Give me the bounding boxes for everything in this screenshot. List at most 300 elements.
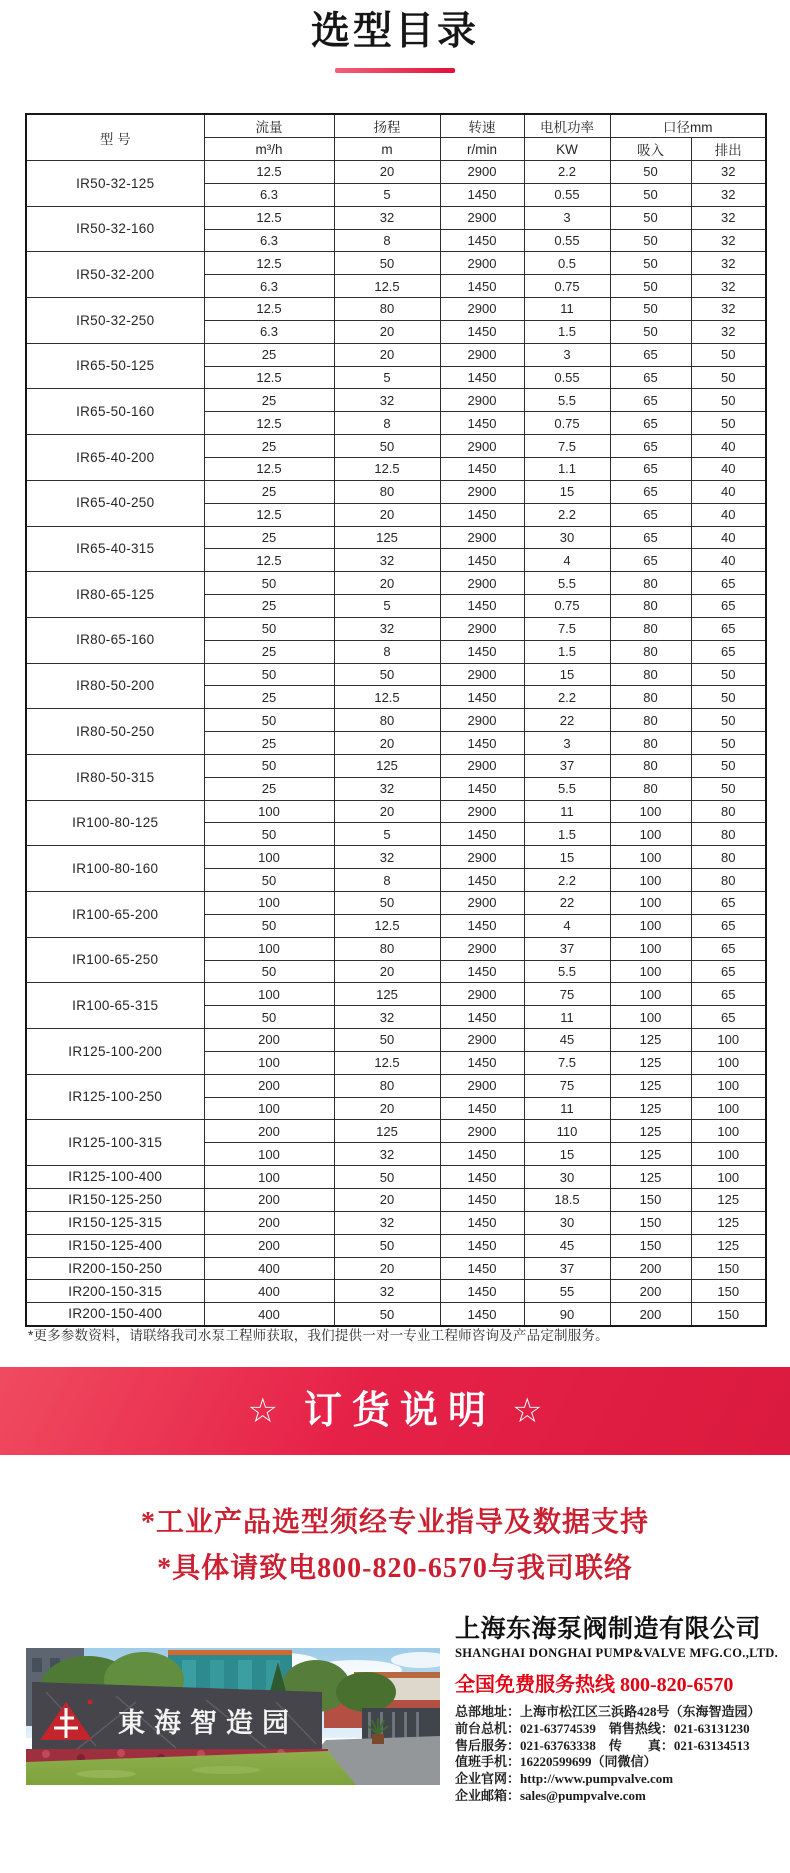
value-cell: 80 [334, 709, 440, 732]
col-header-diameter: 口径mm [610, 114, 766, 138]
model-cell: IR100-80-160 [26, 846, 204, 892]
value-cell: 80 [610, 686, 691, 709]
value-cell: 6.3 [204, 320, 334, 343]
value-cell: 2900 [440, 709, 524, 732]
value-cell: 0.55 [524, 366, 610, 389]
value-cell: 125 [691, 1211, 766, 1234]
model-cell: IR125-100-200 [26, 1029, 204, 1075]
contact-line-address: 总部地址：上海市松江区三浜路428号（东海智造园） [455, 1704, 761, 1719]
value-cell: 100 [610, 914, 691, 937]
value-cell: 20 [334, 800, 440, 823]
value-cell: 200 [204, 1211, 334, 1234]
value-cell: 125 [610, 1143, 691, 1166]
value-cell: 1450 [440, 1188, 524, 1211]
value-cell: 32 [691, 320, 766, 343]
value-cell: 200 [610, 1303, 691, 1326]
value-cell: 12.5 [204, 366, 334, 389]
model-cell: IR65-50-160 [26, 389, 204, 435]
value-cell: 2900 [440, 754, 524, 777]
value-cell: 125 [610, 1166, 691, 1189]
value-cell: 2.2 [524, 869, 610, 892]
value-cell: 50 [204, 1006, 334, 1029]
notice-line: *工业产品选型须经专业指导及数据支持 [140, 1507, 649, 1538]
value-cell: 125 [334, 983, 440, 1006]
value-cell: 1450 [440, 640, 524, 663]
value-cell: 80 [334, 480, 440, 503]
company-photo [26, 1648, 440, 1785]
model-cell: IR50-32-160 [26, 206, 204, 252]
value-cell: 65 [610, 480, 691, 503]
table-row [26, 983, 766, 1006]
table-row [26, 206, 766, 229]
model-cell: IR125-100-400 [26, 1166, 204, 1189]
value-cell: 50 [334, 892, 440, 915]
value-cell: 1450 [440, 320, 524, 343]
value-cell: 200 [204, 1120, 334, 1143]
value-cell: 32 [334, 777, 440, 800]
value-cell: 15 [524, 846, 610, 869]
value-cell: 50 [610, 183, 691, 206]
value-cell: 100 [610, 869, 691, 892]
value-cell: 1450 [440, 366, 524, 389]
value-cell: 80 [610, 617, 691, 640]
value-cell: 65 [610, 343, 691, 366]
value-cell: 2900 [440, 161, 524, 184]
value-cell: 32 [334, 206, 440, 229]
table-row [26, 1188, 766, 1211]
value-cell: 125 [691, 1234, 766, 1257]
value-cell: 2900 [440, 937, 524, 960]
model-cell: IR80-65-125 [26, 572, 204, 618]
value-cell: 400 [204, 1257, 334, 1280]
value-cell: 50 [691, 777, 766, 800]
value-cell: 12.5 [204, 457, 334, 480]
value-cell: 65 [610, 412, 691, 435]
value-cell: 200 [610, 1257, 691, 1280]
value-cell: 2.2 [524, 686, 610, 709]
value-cell: 5.5 [524, 777, 610, 800]
table-row [26, 1074, 766, 1097]
value-cell: 8 [334, 640, 440, 663]
model-cell: IR80-50-315 [26, 754, 204, 800]
value-cell: 50 [334, 252, 440, 275]
model-cell: IR50-32-200 [26, 252, 204, 298]
contact-line-after-sales: 售后服务：021-63763338 传 真：021-63134513 [455, 1737, 750, 1753]
table-row [26, 389, 766, 412]
table-row [26, 800, 766, 823]
value-cell: 1450 [440, 1211, 524, 1234]
value-cell: 45 [524, 1234, 610, 1257]
value-cell: 80 [691, 869, 766, 892]
value-cell: 50 [691, 663, 766, 686]
value-cell: 50 [610, 229, 691, 252]
value-cell: 30 [524, 526, 610, 549]
value-cell: 2900 [440, 983, 524, 1006]
value-cell: 12.5 [334, 1051, 440, 1074]
value-cell: 150 [610, 1234, 691, 1257]
value-cell: 0.75 [524, 412, 610, 435]
value-cell: 25 [204, 595, 334, 618]
value-cell: 40 [691, 526, 766, 549]
model-cell: IR100-80-125 [26, 800, 204, 846]
unit-power: KW [524, 138, 610, 161]
value-cell: 32 [334, 389, 440, 412]
value-cell: 2900 [440, 343, 524, 366]
unit-speed: r/min [440, 138, 524, 161]
value-cell: 50 [204, 754, 334, 777]
company-name-cn: 上海东海泵阀制造有限公司 [455, 1615, 762, 1643]
value-cell: 1450 [440, 823, 524, 846]
value-cell: 65 [610, 435, 691, 458]
value-cell: 2900 [440, 526, 524, 549]
value-cell: 37 [524, 1257, 610, 1280]
model-cell: IR200-150-250 [26, 1257, 204, 1280]
value-cell: 50 [691, 732, 766, 755]
value-cell: 25 [204, 435, 334, 458]
value-cell: 2900 [440, 298, 524, 321]
value-cell: 80 [610, 732, 691, 755]
table-row [26, 617, 766, 640]
table-row [26, 1029, 766, 1052]
value-cell: 50 [610, 161, 691, 184]
value-cell: 0.55 [524, 229, 610, 252]
value-cell: 12.5 [334, 686, 440, 709]
value-cell: 80 [691, 846, 766, 869]
value-cell: 125 [334, 526, 440, 549]
model-cell: IR150-125-315 [26, 1211, 204, 1234]
value-cell: 125 [334, 1120, 440, 1143]
value-cell: 1450 [440, 732, 524, 755]
value-cell: 100 [691, 1166, 766, 1189]
value-cell: 400 [204, 1303, 334, 1326]
value-cell: 32 [691, 252, 766, 275]
value-cell: 65 [610, 503, 691, 526]
table-row [26, 1234, 766, 1257]
value-cell: 12.5 [204, 298, 334, 321]
value-cell: 32 [334, 1280, 440, 1303]
page-title: 选型目录 [310, 10, 479, 53]
value-cell: 1450 [440, 686, 524, 709]
contact-line-email: 企业邮箱：sales@pumpvalve.com [455, 1787, 646, 1803]
model-cell: IR150-125-400 [26, 1234, 204, 1257]
col-header-discharge: 排出 [691, 138, 766, 161]
value-cell: 65 [691, 572, 766, 595]
model-cell: IR80-50-250 [26, 709, 204, 755]
value-cell: 12.5 [334, 914, 440, 937]
model-cell: IR50-32-250 [26, 298, 204, 344]
value-cell: 65 [691, 892, 766, 915]
table-row [26, 1166, 766, 1189]
value-cell: 1450 [440, 1143, 524, 1166]
table-row [26, 435, 766, 458]
value-cell: 50 [610, 252, 691, 275]
value-cell: 12.5 [334, 457, 440, 480]
col-header-power: 电机功率 [524, 114, 610, 138]
value-cell: 1450 [440, 549, 524, 572]
value-cell: 2900 [440, 892, 524, 915]
value-cell: 15 [524, 663, 610, 686]
value-cell: 1450 [440, 1303, 524, 1326]
table-row [26, 892, 766, 915]
value-cell: 20 [334, 320, 440, 343]
contact-line-duty-phone: 值班手机：16220599699（同微信） [455, 1754, 657, 1770]
value-cell: 80 [610, 572, 691, 595]
value-cell: 12.5 [204, 549, 334, 572]
value-cell: 0.75 [524, 595, 610, 618]
value-cell: 1450 [440, 1280, 524, 1303]
value-cell: 90 [524, 1303, 610, 1326]
value-cell: 50 [691, 343, 766, 366]
value-cell: 12.5 [204, 252, 334, 275]
model-cell: IR150-125-250 [26, 1188, 204, 1211]
value-cell: 12.5 [204, 206, 334, 229]
value-cell: 50 [204, 914, 334, 937]
value-cell: 100 [691, 1120, 766, 1143]
star-icon: ☆ [247, 1392, 278, 1430]
value-cell: 6.3 [204, 275, 334, 298]
value-cell: 20 [334, 732, 440, 755]
value-cell: 11 [524, 298, 610, 321]
value-cell: 0.55 [524, 183, 610, 206]
value-cell: 25 [204, 526, 334, 549]
value-cell: 32 [334, 846, 440, 869]
col-header-speed: 转速 [440, 114, 524, 138]
order-info-banner [0, 1367, 790, 1455]
value-cell: 1.5 [524, 320, 610, 343]
value-cell: 50 [204, 617, 334, 640]
value-cell: 6.3 [204, 183, 334, 206]
value-cell: 50 [204, 869, 334, 892]
value-cell: 100 [204, 1143, 334, 1166]
contact-list [455, 1704, 785, 1805]
value-cell: 150 [691, 1257, 766, 1280]
value-cell: 1450 [440, 457, 524, 480]
table-row [26, 526, 766, 549]
value-cell: 6.3 [204, 229, 334, 252]
col-header-suction: 吸入 [610, 138, 691, 161]
unit-flow: m³/h [204, 138, 334, 161]
value-cell: 50 [691, 754, 766, 777]
value-cell: 100 [204, 1097, 334, 1120]
value-cell: 7.5 [524, 617, 610, 640]
value-cell: 20 [334, 503, 440, 526]
value-cell: 1450 [440, 1166, 524, 1189]
value-cell: 100 [204, 846, 334, 869]
value-cell: 65 [691, 937, 766, 960]
value-cell: 15 [524, 1143, 610, 1166]
value-cell: 40 [691, 503, 766, 526]
table-row [26, 663, 766, 686]
value-cell: 125 [610, 1097, 691, 1120]
table-row [26, 572, 766, 595]
value-cell: 20 [334, 960, 440, 983]
value-cell: 80 [610, 595, 691, 618]
value-cell: 32 [691, 229, 766, 252]
value-cell: 1.1 [524, 457, 610, 480]
value-cell: 11 [524, 800, 610, 823]
col-header-model: 型 号 [26, 114, 204, 161]
model-cell: IR50-32-125 [26, 161, 204, 207]
value-cell: 3 [524, 732, 610, 755]
value-cell: 50 [610, 298, 691, 321]
model-cell: IR65-40-315 [26, 526, 204, 572]
value-cell: 125 [610, 1051, 691, 1074]
company-info [455, 1615, 785, 1805]
value-cell: 100 [691, 1074, 766, 1097]
value-cell: 22 [524, 709, 610, 732]
value-cell: 50 [610, 275, 691, 298]
value-cell: 8 [334, 412, 440, 435]
value-cell: 50 [691, 412, 766, 435]
value-cell: 150 [691, 1303, 766, 1326]
value-cell: 80 [691, 800, 766, 823]
table-row [26, 298, 766, 321]
notice-line: *具体请致电800-820-6570与我司联络 [157, 1553, 633, 1584]
table-row [26, 1280, 766, 1303]
value-cell: 32 [334, 617, 440, 640]
value-cell: 80 [610, 777, 691, 800]
value-cell: 50 [204, 572, 334, 595]
value-cell: 100 [204, 892, 334, 915]
value-cell: 100 [610, 800, 691, 823]
value-cell: 50 [204, 709, 334, 732]
value-cell: 1450 [440, 777, 524, 800]
value-cell: 3 [524, 343, 610, 366]
table-row [26, 1120, 766, 1143]
model-cell: IR125-100-315 [26, 1120, 204, 1166]
value-cell: 2.2 [524, 161, 610, 184]
value-cell: 65 [610, 389, 691, 412]
value-cell: 100 [610, 823, 691, 846]
value-cell: 2900 [440, 252, 524, 275]
value-cell: 32 [334, 1006, 440, 1029]
table-row [26, 846, 766, 869]
value-cell: 25 [204, 343, 334, 366]
value-cell: 1450 [440, 595, 524, 618]
factory-photo-illustration [26, 1648, 440, 1785]
value-cell: 0.75 [524, 275, 610, 298]
value-cell: 32 [334, 549, 440, 572]
table-row [26, 480, 766, 503]
table-row [26, 252, 766, 275]
value-cell: 100 [610, 937, 691, 960]
value-cell: 3 [524, 206, 610, 229]
value-cell: 7.5 [524, 435, 610, 458]
value-cell: 2900 [440, 663, 524, 686]
value-cell: 20 [334, 161, 440, 184]
notices [0, 1500, 790, 1592]
model-cell: IR80-50-200 [26, 663, 204, 709]
value-cell: 65 [610, 366, 691, 389]
value-cell: 100 [691, 1097, 766, 1120]
value-cell: 50 [334, 1166, 440, 1189]
value-cell: 100 [610, 846, 691, 869]
value-cell: 65 [691, 617, 766, 640]
value-cell: 2900 [440, 800, 524, 823]
hotline: 全国免费服务热线 800-820-6570 [455, 1674, 734, 1696]
value-cell: 2900 [440, 1074, 524, 1097]
value-cell: 32 [691, 298, 766, 321]
value-cell: 5 [334, 183, 440, 206]
model-cell: IR125-100-250 [26, 1074, 204, 1120]
value-cell: 100 [204, 983, 334, 1006]
value-cell: 32 [334, 1211, 440, 1234]
value-cell: 5.5 [524, 389, 610, 412]
value-cell: 32 [691, 183, 766, 206]
value-cell: 55 [524, 1280, 610, 1303]
value-cell: 2900 [440, 617, 524, 640]
value-cell: 65 [691, 960, 766, 983]
value-cell: 125 [691, 1188, 766, 1211]
footnote: *更多参数资料，请联络我司水泵工程师获取，我们提供一对一专业工程师咨询及产品定制服务。 [28, 1328, 609, 1343]
table-row [26, 161, 766, 184]
value-cell: 20 [334, 1188, 440, 1211]
header-row-1 [26, 114, 766, 138]
model-cell: IR65-40-200 [26, 435, 204, 481]
value-cell: 40 [691, 457, 766, 480]
table-body [26, 161, 766, 1327]
value-cell: 65 [691, 640, 766, 663]
table-wrap [25, 113, 765, 1327]
value-cell: 80 [610, 640, 691, 663]
value-cell: 50 [204, 663, 334, 686]
value-cell: 18.5 [524, 1188, 610, 1211]
value-cell: 65 [691, 595, 766, 618]
value-cell: 80 [334, 937, 440, 960]
value-cell: 50 [691, 686, 766, 709]
value-cell: 40 [691, 435, 766, 458]
value-cell: 80 [691, 823, 766, 846]
title-block [0, 0, 790, 73]
value-cell: 100 [204, 800, 334, 823]
model-cell: IR200-150-315 [26, 1280, 204, 1303]
value-cell: 8 [334, 229, 440, 252]
value-cell: 5.5 [524, 572, 610, 595]
value-cell: 65 [691, 914, 766, 937]
value-cell: 50 [204, 960, 334, 983]
value-cell: 5 [334, 823, 440, 846]
value-cell: 1450 [440, 412, 524, 435]
table-row [26, 343, 766, 366]
value-cell: 200 [204, 1074, 334, 1097]
model-cell: IR100-65-315 [26, 983, 204, 1029]
value-cell: 25 [204, 480, 334, 503]
value-cell: 25 [204, 686, 334, 709]
value-cell: 1450 [440, 229, 524, 252]
table-row [26, 1257, 766, 1280]
model-cell: IR100-65-250 [26, 937, 204, 983]
value-cell: 20 [334, 1097, 440, 1120]
model-cell: IR200-150-400 [26, 1303, 204, 1326]
value-cell: 2900 [440, 1029, 524, 1052]
value-cell: 80 [334, 1074, 440, 1097]
value-cell: 1450 [440, 275, 524, 298]
table-row [26, 754, 766, 777]
value-cell: 2900 [440, 389, 524, 412]
value-cell: 1450 [440, 183, 524, 206]
value-cell: 20 [334, 572, 440, 595]
value-cell: 100 [610, 960, 691, 983]
value-cell: 12.5 [204, 503, 334, 526]
value-cell: 2900 [440, 1120, 524, 1143]
value-cell: 50 [334, 1303, 440, 1326]
value-cell: 12.5 [204, 412, 334, 435]
model-cell: IR65-40-250 [26, 480, 204, 526]
value-cell: 200 [610, 1280, 691, 1303]
value-cell: 150 [691, 1280, 766, 1303]
value-cell: 2900 [440, 572, 524, 595]
value-cell: 50 [334, 1029, 440, 1052]
